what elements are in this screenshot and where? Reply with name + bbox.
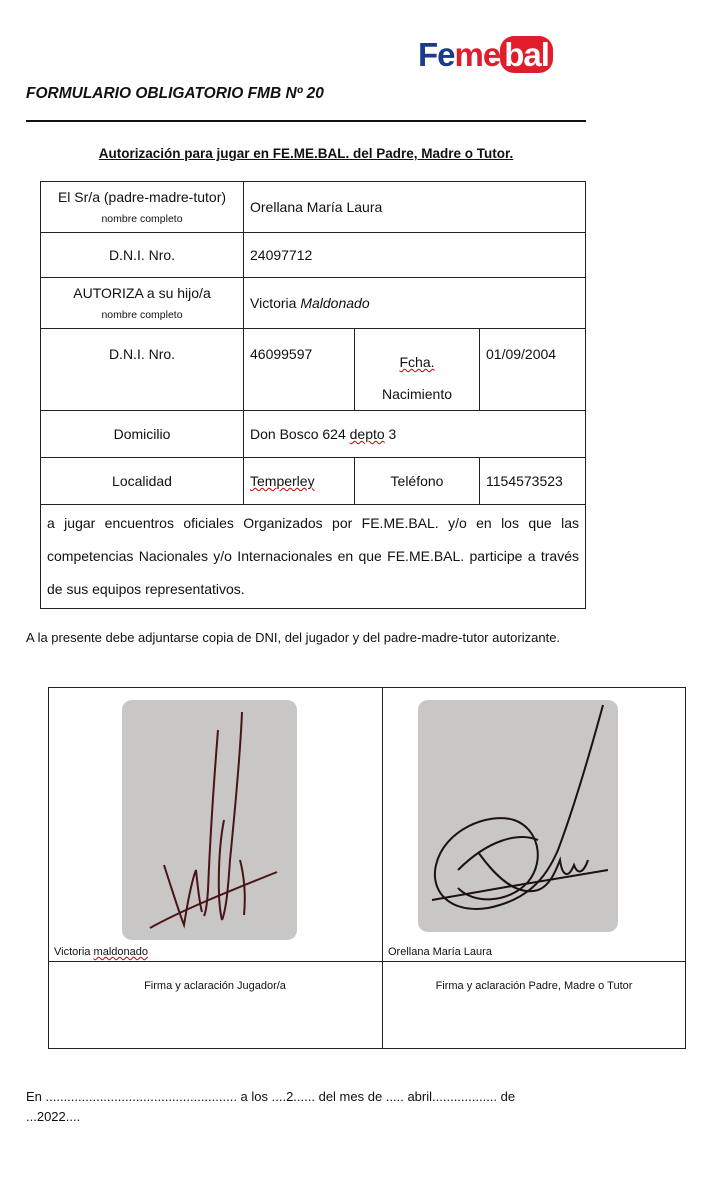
child-dni: 46099597	[244, 329, 355, 411]
authorization-table	[40, 181, 586, 609]
tutor-dni: 24097712	[244, 233, 586, 278]
address-label: Domicilio	[41, 411, 244, 458]
date-place-line-2: ...2022....	[26, 1109, 81, 1124]
locality: Temperley	[244, 458, 355, 505]
femebal-logo: Feme bal	[418, 36, 588, 76]
parent-signature-caption: Firma y aclaración Padre, Madre o Tutor	[435, 980, 633, 992]
tutor-label-cell	[41, 182, 244, 233]
tutor-sublabel: nombre completo	[101, 213, 183, 225]
player-signature-image	[122, 700, 297, 940]
signature-divider-vertical	[382, 687, 383, 1049]
parent-signature-name: Orellana María Laura	[388, 946, 492, 958]
authorization-paragraph-row	[41, 505, 586, 609]
attachment-note: A la presente debe adjuntarse copia de DNI, del jugador y del padre-madre-tutor autorizante.	[26, 630, 561, 645]
parent-signature-image	[418, 700, 618, 932]
birth-date-label: Fcha. Nacimiento	[355, 329, 480, 411]
autoriza-label-cell	[41, 278, 244, 329]
tutor-dni-row	[41, 233, 586, 278]
title-divider	[26, 120, 586, 122]
phone-label: Teléfono	[355, 458, 480, 505]
phone: 1154573523	[480, 458, 586, 505]
player-signature-strokes	[122, 700, 297, 940]
tutor-dni-label: D.N.I. Nro.	[41, 233, 244, 278]
date-place-line-1: En ..................................................... a los ....2...... del mes de ..... abril.................. de	[26, 1089, 516, 1104]
autoriza-sublabel: nombre completo	[101, 309, 183, 321]
tutor-row	[41, 182, 586, 233]
birth-date: 01/09/2004	[480, 329, 586, 411]
player-signature-caption: Firma y aclaración Jugador/a	[144, 980, 286, 992]
child-dni-row	[41, 329, 586, 411]
child-row	[41, 278, 586, 329]
form-title: FORMULARIO OBLIGATORIO FMB Nº 20	[26, 85, 324, 102]
authorization-paragraph: a jugar encuentros oficiales Organizados por FE.ME.BAL. y/o en los que las competencias Nacionales y/o Internacionales en que FE.ME.BAL. participe a través de sus equipos representativos.	[41, 505, 586, 609]
address-row	[41, 411, 586, 458]
locality-label: Localidad	[41, 458, 244, 505]
tutor-label: El Sr/a (padre-madre-tutor)	[57, 189, 227, 205]
signature-divider-horizontal	[48, 961, 686, 962]
date-place-line	[26, 1087, 586, 1127]
locality-row	[41, 458, 586, 505]
address: Don Bosco 624 depto 3	[244, 411, 586, 458]
autoriza-label: AUTORIZA a su hijo/a	[73, 285, 211, 301]
child-dni-label: D.N.I. Nro.	[41, 329, 244, 411]
parent-signature-strokes	[418, 700, 618, 932]
child-name: Victoria Maldonado	[244, 278, 586, 329]
tutor-name: Orellana María Laura	[244, 182, 586, 233]
player-signature-name: Victoria maldonado	[54, 946, 148, 958]
authorization-title: Autorización para jugar en FE.ME.BAL. del Padre, Madre o Tutor.	[98, 146, 514, 161]
